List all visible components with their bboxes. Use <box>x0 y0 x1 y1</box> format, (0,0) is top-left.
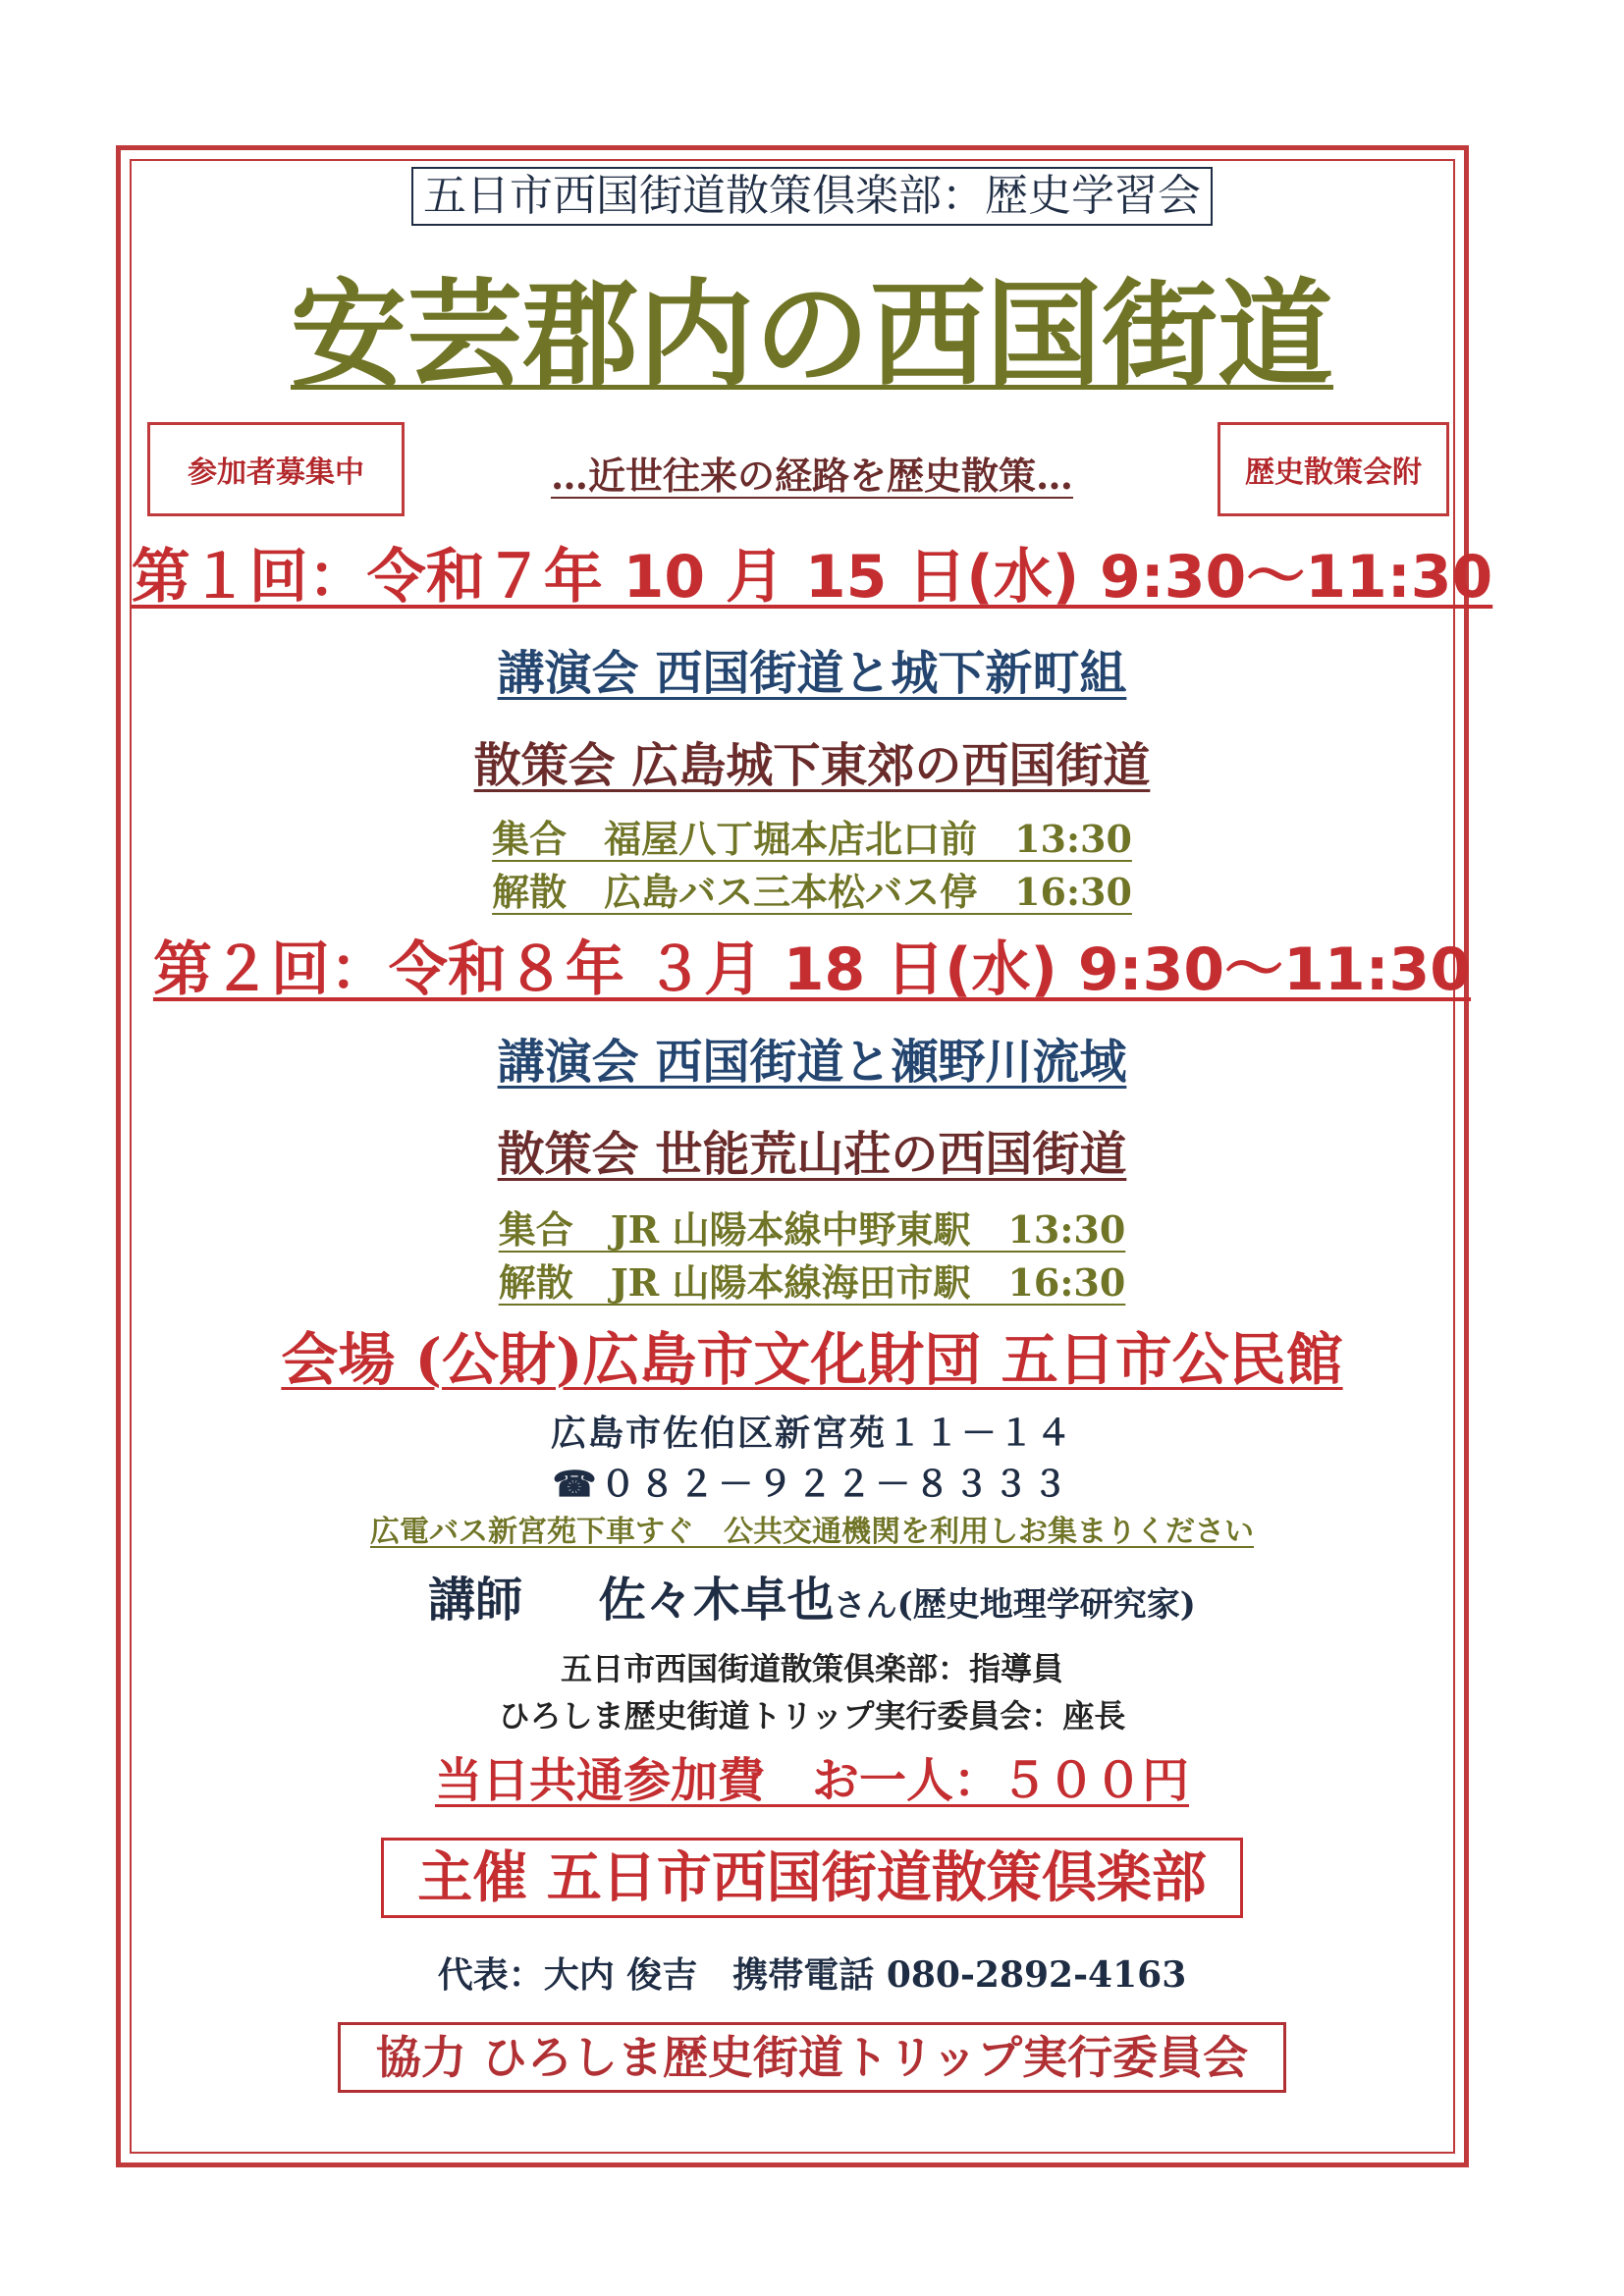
session2-walk: 散策会 世能荒山荘の西国街道 <box>497 1127 1127 1182</box>
badge-walk-attached: 歴史散策会附 <box>1218 422 1449 516</box>
lecturer-title: (歴史地理学研究家) <box>896 1585 1196 1625</box>
cooperation: 協力 ひろしま歴史街道トリップ実行委員会 <box>338 2022 1286 2093</box>
session1-walk: 散策会 広島城下東郊の西国街道 <box>473 738 1151 793</box>
venue-access-row <box>0 1515 1624 1549</box>
main-title: 安芸郡内の西国街道 <box>290 266 1333 402</box>
lecturer-label: 講師 <box>428 1573 523 1628</box>
venue-phone: ☎０８２－９２２－８３３３ <box>552 1464 1072 1505</box>
session1-walk-row <box>0 738 1624 793</box>
session2-date-row <box>0 935 1624 1004</box>
session2-lecture-row <box>0 1035 1624 1090</box>
cooperation-row <box>0 2022 1624 2093</box>
lecturer-name: 佐々木卓也 <box>598 1573 835 1628</box>
session1-date-row <box>0 543 1624 612</box>
session2-lecture: 講演会 西国街道と瀬野川流域 <box>497 1035 1127 1090</box>
venue-name: 会場 (公財)広島市文化財団 五日市公民館 <box>281 1326 1343 1393</box>
fee-row <box>0 1753 1624 1808</box>
session1-meet: 集合 福屋八丁堀本店北口前 13:30 <box>492 817 1132 861</box>
venue-access: 広電バス新宮苑下車すぐ 公共交通機関を利用しお集まりください <box>370 1515 1254 1549</box>
session1-meet-row <box>0 817 1624 861</box>
club-title-row <box>0 167 1624 226</box>
session2-dismiss: 解散 JR 山陽本線海田市駅 16:30 <box>498 1260 1126 1305</box>
lecturer-role1: 五日市西国街道散策倶楽部：指導員 <box>560 1650 1063 1687</box>
club-title: 五日市西国街道散策倶楽部：歴史学習会 <box>411 167 1213 226</box>
session1-dismiss: 解散 広島バス三本松バス停 16:30 <box>492 870 1132 914</box>
session2-meet-row <box>0 1207 1624 1252</box>
main-title-row <box>0 266 1624 402</box>
lecturer-honorific: さん <box>834 1586 897 1624</box>
session2-date: 第２回：令和８年 ３月 18 日(水) 9:30～11:30 <box>152 935 1472 1004</box>
subtitle: …近世往来の経路を歴史散策… <box>550 454 1073 498</box>
session1-date: 第１回：令和７年 10 月 15 日(水) 9:30～11:30 <box>131 543 1493 612</box>
subtitle-row <box>0 454 1624 498</box>
venue-row <box>0 1326 1624 1393</box>
session1-dismiss-row <box>0 870 1624 914</box>
host: 主催 五日市西国街道散策倶楽部 <box>381 1838 1243 1918</box>
session2-walk-row <box>0 1127 1624 1182</box>
badge-recruiting: 参加者募集中 <box>147 422 405 516</box>
venue-address: 広島市佐伯区新宮苑１１－１４ <box>550 1413 1073 1454</box>
session2-meet: 集合 JR 山陽本線中野東駅 13:30 <box>498 1207 1126 1252</box>
host-row <box>0 1838 1624 1918</box>
lecturer-role2: ひろしま歴史街道トリップ実行委員会：座長 <box>498 1697 1126 1735</box>
session1-lecture-row <box>0 646 1624 701</box>
fee: 当日共通参加費 お一人：５００円 <box>434 1753 1189 1808</box>
session2-dismiss-row <box>0 1260 1624 1305</box>
representative: 代表：大内 俊吉 携帯電話 080-2892-4163 <box>437 1954 1187 1996</box>
lecturer-row <box>0 1573 1624 1628</box>
session1-lecture: 講演会 西国街道と城下新町組 <box>497 646 1127 701</box>
